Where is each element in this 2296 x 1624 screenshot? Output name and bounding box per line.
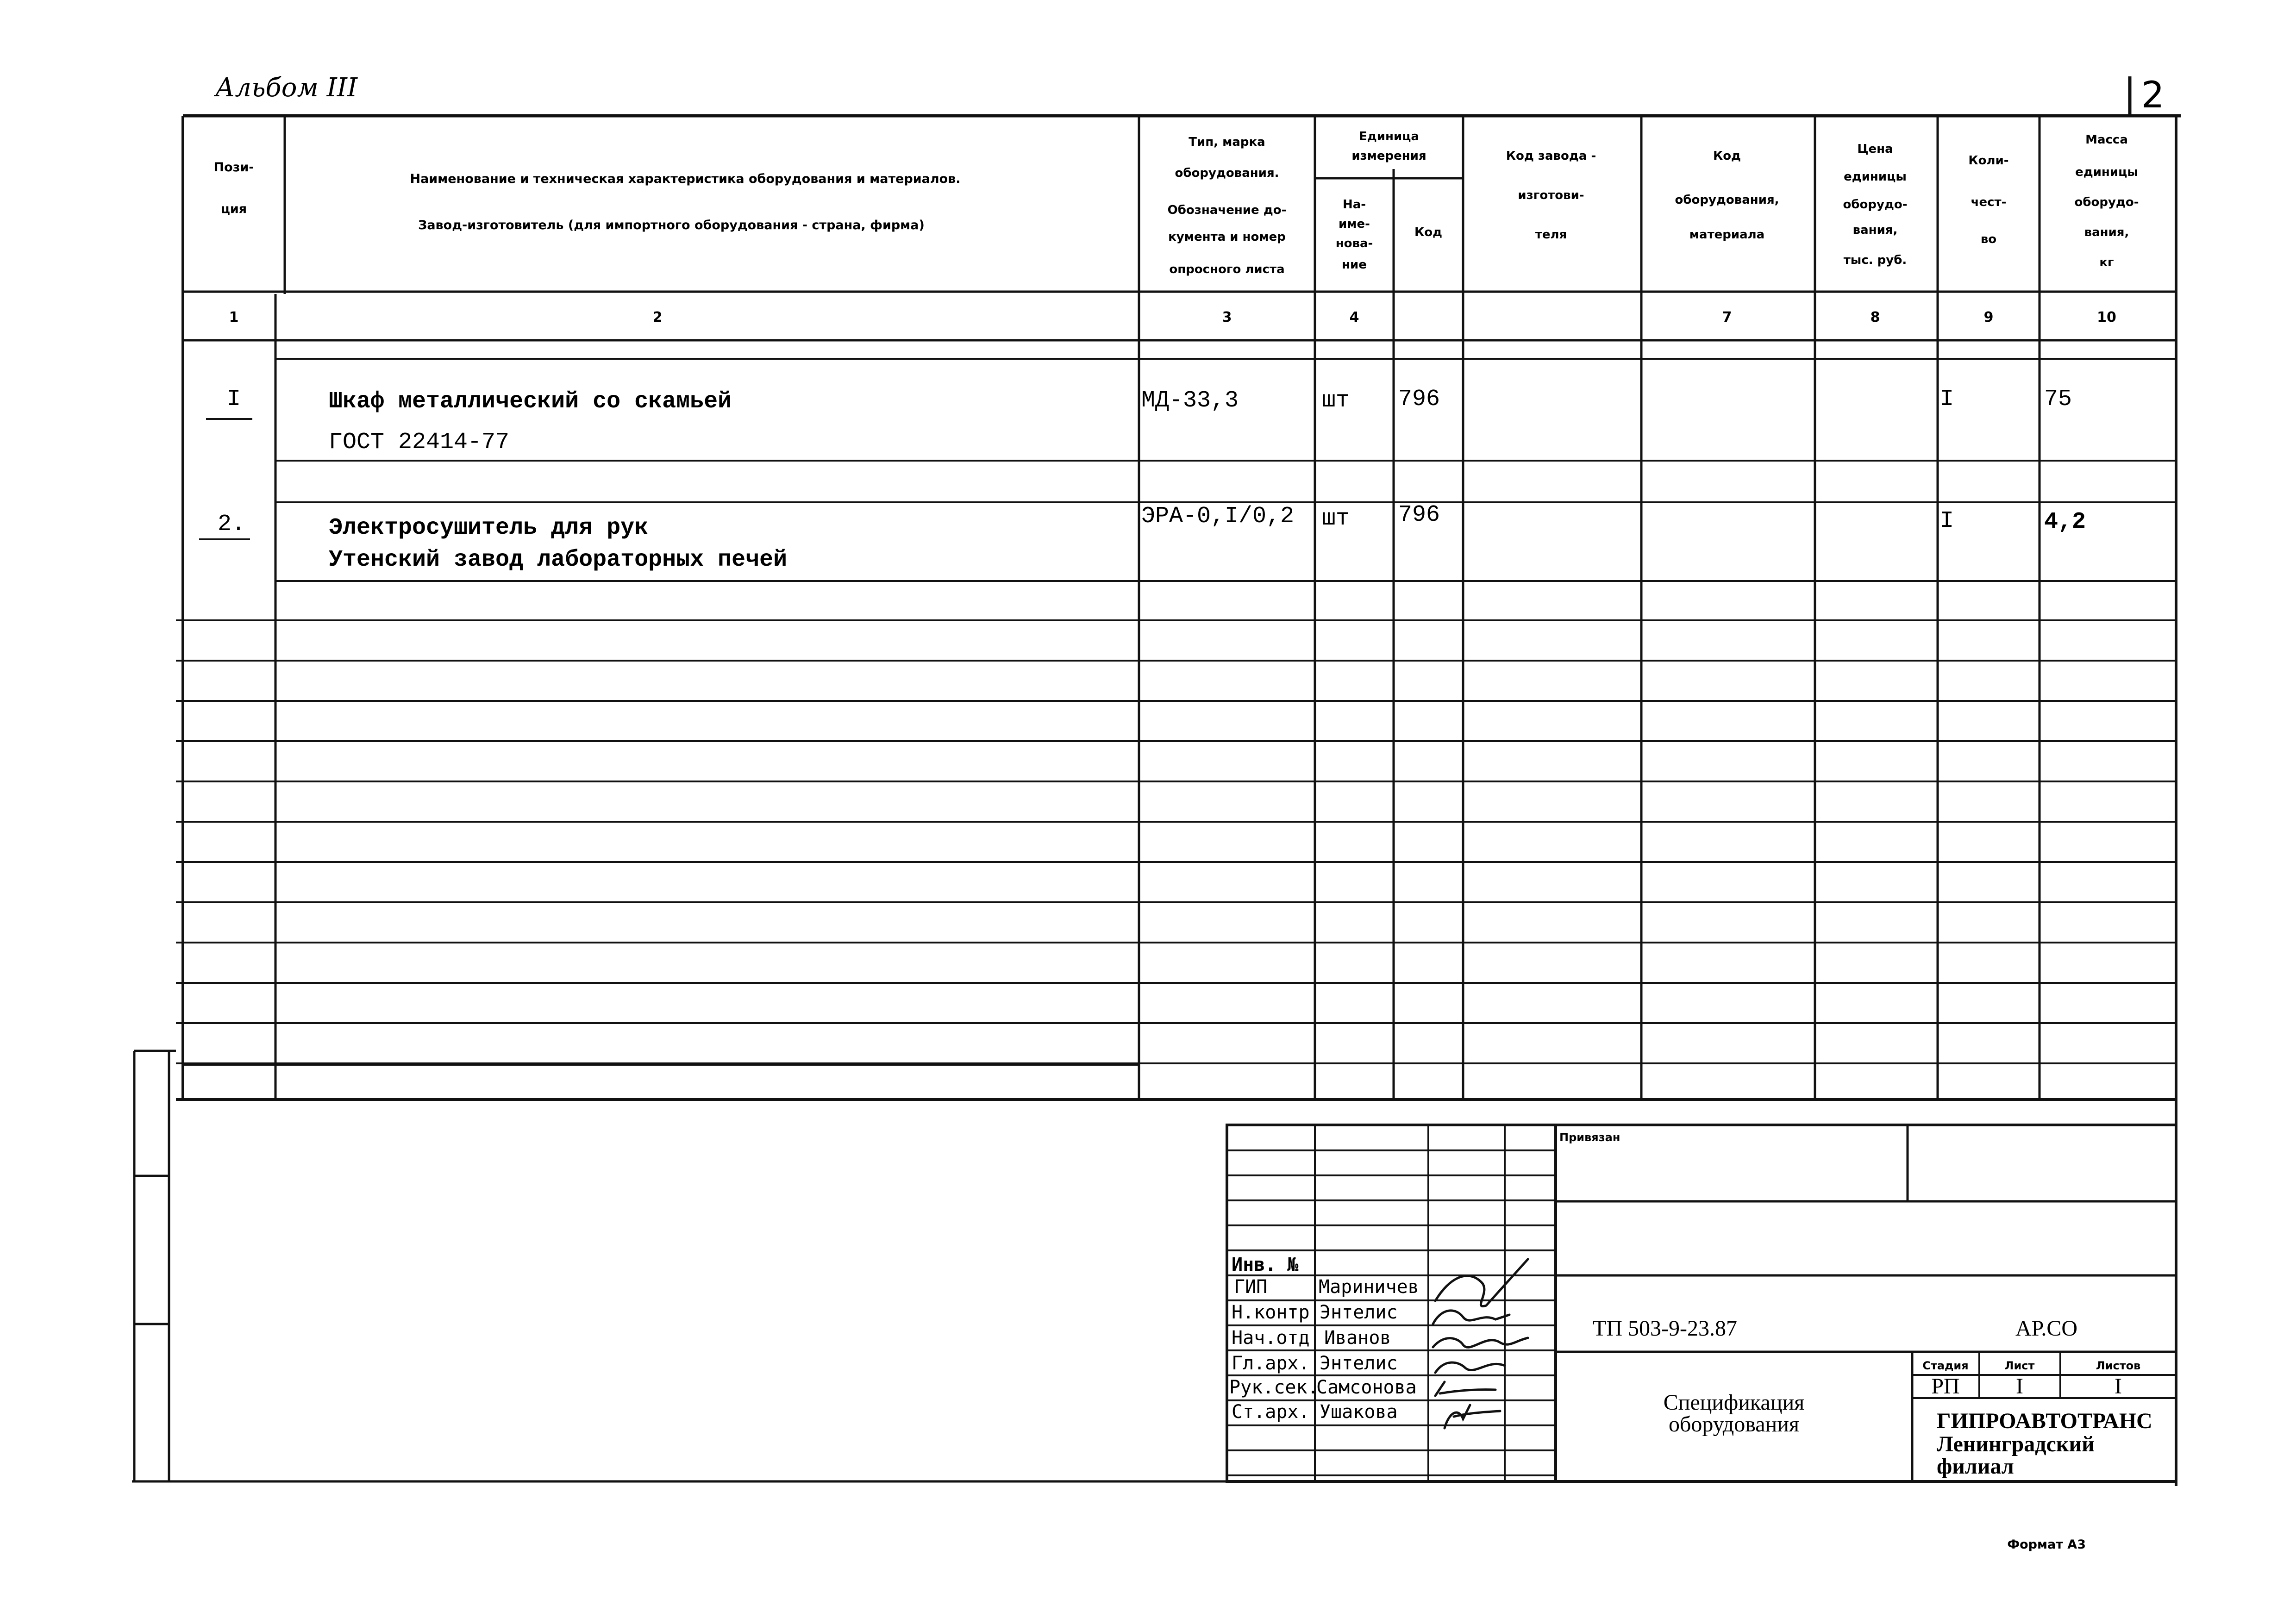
signer-role-2: Н.контр (1232, 1302, 1310, 1323)
header-name-l2: Завод-изготовитель (для импортного оборудования - страна, фирма) (418, 218, 925, 232)
row-1-mass: 75 (2044, 386, 2072, 412)
header-equip-code-l1: Код (1713, 149, 1741, 163)
header-maker-l1: Код завода - (1506, 149, 1596, 163)
column-number-8: 8 (1870, 309, 1880, 325)
signer-name-6: Ушакова (1320, 1401, 1398, 1423)
doc-title-l1: Спецификация (1663, 1390, 1805, 1415)
signer-name-5: Самсонова (1316, 1377, 1417, 1398)
binding-margin (132, 1051, 2176, 1481)
signature-n-kontr (1433, 1311, 1509, 1324)
org-l2: Ленинградский (1937, 1432, 2095, 1456)
row-2-mass: 4,2 (2044, 509, 2086, 535)
signature-gl-arh (1435, 1362, 1505, 1373)
signature-gip (1435, 1259, 1528, 1306)
header-mass-l1: Масса (2085, 133, 2128, 147)
row-2-type: ЭРА-0,I/0,2 (1141, 503, 1295, 530)
signer-name-1: Мариничев (1319, 1276, 1419, 1298)
header-unit-name-l3: нова- (1335, 237, 1373, 250)
body-row-lines (176, 359, 2176, 1065)
row-2-name: Электросушитель для рук (329, 515, 649, 541)
header-price-l4: вания, (1852, 223, 1898, 237)
tied-label: Привязан (1559, 1131, 1620, 1144)
row-1-type: МД-33,3 (1141, 387, 1239, 414)
header-unit-l2: измерения (1351, 149, 1426, 163)
header-unit-code: Код (1414, 225, 1443, 239)
header-type-l5: опросного листа (1169, 262, 1285, 276)
header-mass-l3: оборудо- (2074, 195, 2139, 209)
row-1-name: Шкаф металлический со скамьей (329, 388, 732, 415)
signer-role-1: ГИП (1234, 1276, 1268, 1298)
sheet-value: I (2016, 1374, 2023, 1399)
column-number-3: 3 (1222, 309, 1232, 325)
row-2-unit-code: 796 (1398, 502, 1440, 528)
row-2-position: 2. (217, 511, 246, 537)
header-price-l2: единицы (1844, 170, 1907, 184)
header-type-l1: Тип, марка (1189, 135, 1265, 149)
table-row (199, 502, 2086, 573)
header-unit-name-l4: ние (1342, 258, 1367, 272)
header-equip-code-l3: материала (1689, 228, 1765, 242)
header-price-l3: оборудо- (1843, 198, 1908, 212)
row-2-unit: шт (1322, 506, 1350, 532)
doc-mark: АР.СО (2015, 1316, 2078, 1341)
signer-role-3: Нач.отд (1232, 1327, 1310, 1349)
row-1-unit-code: 796 (1398, 386, 1440, 412)
row-2-qty: I (1940, 508, 1954, 534)
sheet-label: Лист (2004, 1359, 2035, 1372)
header-maker-l3: теля (1535, 228, 1567, 242)
column-number-row (229, 309, 2116, 325)
stage-value: РП (1931, 1374, 1960, 1399)
signer-role-5: Рук.сек. (1229, 1377, 1319, 1398)
column-number-1: 1 (229, 309, 239, 325)
sheets-label: Листов (2096, 1359, 2141, 1372)
signer-name-4: Энтелис (1320, 1353, 1398, 1374)
header-equip-code-l2: оборудования, (1675, 193, 1779, 207)
header-price-l5: тыс. руб. (1843, 253, 1907, 267)
header-position-l2: ция (220, 202, 247, 216)
header-name-l1: Наименование и техническая характеристика оборудования и материалов. (410, 172, 961, 186)
format-label: Формат А3 (2007, 1537, 2086, 1552)
stage-label: Стадия (1922, 1359, 1969, 1372)
org-l3: филиал (1937, 1454, 2014, 1479)
header-maker-l2: изготови- (1518, 188, 1584, 202)
header-qty-l3: во (1980, 232, 1997, 246)
signature-nach-otd (1433, 1338, 1528, 1347)
header-qty-l2: чест- (1971, 195, 2007, 209)
signatures (1433, 1259, 1528, 1428)
column-number-10: 10 (2097, 309, 2116, 325)
header-type-l2: оборудования. (1175, 166, 1279, 180)
header-unit-l1: Единица (1359, 130, 1419, 144)
header-price-l1: Цена (1857, 142, 1893, 156)
row-2-name-note: Утенский завод лабораторных печей (329, 547, 788, 573)
table-header (214, 130, 2139, 276)
sheets-value: I (2115, 1374, 2122, 1399)
column-lines (275, 116, 2039, 1099)
column-number-2: 2 (652, 309, 663, 325)
row-1-qty: I (1940, 386, 1954, 412)
header-qty-l1: Коли- (1968, 154, 2009, 168)
signature-ruk-sek (1435, 1382, 1495, 1396)
page-number: 2 (2141, 75, 2165, 116)
signer-name-3: Иванов (1324, 1327, 1391, 1349)
header-mass-l4: вания, (2084, 225, 2129, 239)
album-label: Альбом III (215, 73, 358, 103)
column-number-7: 7 (1722, 309, 1732, 325)
row-1-name-note: ГОСТ 22414-77 (329, 429, 510, 456)
header-type-l3: Обозначение до- (1167, 203, 1287, 217)
org-l1: ГИПРОАВТОТРАНС (1937, 1409, 2152, 1433)
header-mass-l5: кг (2099, 256, 2114, 269)
signer-role-6: Ст.арх. (1232, 1401, 1310, 1423)
header-unit-name-l2: име- (1339, 217, 1370, 231)
header-mass-l2: единицы (2075, 165, 2138, 179)
header-unit-name-l1: На- (1342, 198, 1366, 212)
doc-title-l2: оборудования (1669, 1412, 1799, 1437)
column-number-9: 9 (1983, 309, 1994, 325)
signer-role-4: Гл.арх. (1232, 1353, 1310, 1374)
header-position-l1: Пози- (213, 160, 254, 175)
header-type-l4: кумента и номер (1168, 230, 1286, 244)
column-number-4: 4 (1349, 309, 1359, 325)
signer-name-2: Энтелис (1320, 1302, 1398, 1323)
doc-code: ТП 503-9-23.87 (1593, 1316, 1737, 1341)
row-1-unit: шт (1322, 387, 1350, 414)
row-1-position: I (226, 386, 241, 412)
inv-label: Инв. № (1232, 1254, 1299, 1275)
